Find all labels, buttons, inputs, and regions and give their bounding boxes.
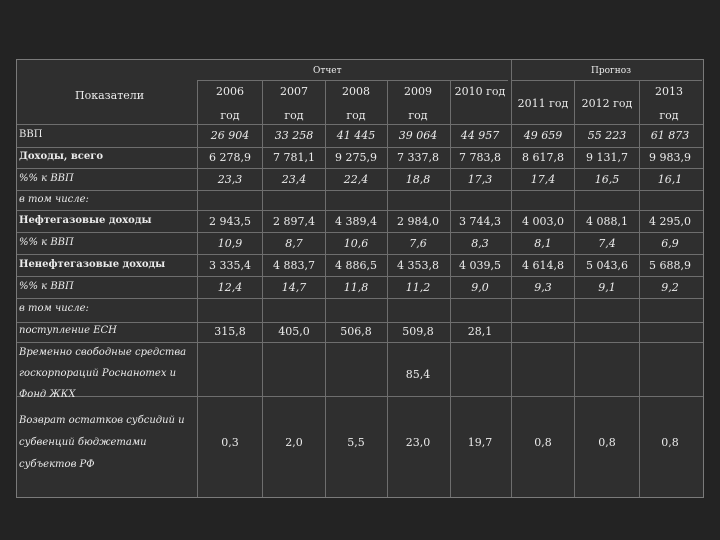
- table-cell: 5,5: [347, 436, 365, 449]
- table-cell: 9,3: [534, 281, 552, 294]
- table-cell: 9 983,9: [649, 151, 691, 164]
- table-cell: 4 039,5: [459, 259, 501, 272]
- year-header-top: 2012 год: [581, 97, 633, 110]
- row-label-line: Возврат остатков субсидий и: [19, 415, 185, 426]
- table-cell: 3 744,3: [459, 215, 501, 228]
- table-cell: 5 043,6: [586, 259, 628, 272]
- row-label: в том числе:: [19, 303, 89, 314]
- table-cell: 0,8: [598, 436, 616, 449]
- table-cell: 9,1: [598, 281, 616, 294]
- year-header-bottom: год: [284, 109, 304, 122]
- table-cell: 315,8: [214, 325, 246, 338]
- group-forecast-header: Прогноз: [591, 66, 632, 76]
- table-cell: 49 659: [523, 129, 563, 142]
- table-cell: 0,8: [534, 436, 552, 449]
- year-header-bottom: год: [659, 109, 679, 122]
- table-cell: 19,7: [467, 436, 493, 449]
- table-cell: 509,8: [402, 325, 434, 338]
- table-cell: 11,2: [405, 281, 431, 294]
- budget-table: [16, 59, 704, 498]
- row-label-line: госкорпораций Роснанотех и: [19, 368, 177, 379]
- table-cell: 10,6: [343, 237, 369, 250]
- table-cell: 12,4: [217, 281, 243, 294]
- year-header-bottom: год: [346, 109, 366, 122]
- year-header-bottom: год: [408, 109, 428, 122]
- table-cell: 7 337,8: [397, 151, 439, 164]
- row-label: поступление ЕСН: [19, 325, 117, 336]
- row-label-line: Фонд ЖКХ: [19, 389, 76, 400]
- row-label: Ненефтегазовые доходы: [19, 259, 166, 270]
- table-cell: 39 064: [398, 129, 438, 142]
- row-label: %% к ВВП: [19, 237, 74, 248]
- table-cell: 405,0: [278, 325, 310, 338]
- table-cell: 61 873: [650, 129, 690, 142]
- table-cell: 2 984,0: [397, 215, 439, 228]
- year-header-top: 2013: [655, 85, 683, 98]
- row-label: %% к ВВП: [19, 281, 74, 292]
- year-header-bottom: год: [220, 109, 240, 122]
- table-cell: 8,3: [471, 237, 489, 250]
- table-cell: 44 957: [460, 129, 500, 142]
- table-cell: 26 904: [210, 129, 250, 142]
- table-cell: 4 883,7: [273, 259, 315, 272]
- indicator-column-header: Показатели: [75, 89, 145, 102]
- row-label-line: Временно свободные средства: [19, 347, 187, 358]
- table-cell: 23,4: [281, 173, 307, 186]
- year-header-top: 2008: [342, 85, 370, 98]
- table-cell: 28,1: [467, 325, 493, 338]
- table-cell: 506,8: [340, 325, 372, 338]
- table-cell: 6 278,9: [209, 151, 251, 164]
- table-cell: 23,0: [405, 436, 431, 449]
- row-label-line: субвенций бюджетами: [19, 437, 147, 448]
- table-cell: 9,0: [471, 281, 489, 294]
- table-cell: 4 886,5: [335, 259, 377, 272]
- table-cell: 4 614,8: [522, 259, 564, 272]
- row-label: %% к ВВП: [19, 173, 74, 184]
- table-cell: 5 688,9: [649, 259, 691, 272]
- table-cell: 9 275,9: [335, 151, 377, 164]
- table-cell: 11,8: [343, 281, 369, 294]
- table-cell: 18,8: [405, 173, 431, 186]
- table-cell: 16,5: [594, 173, 620, 186]
- row-label: ВВП: [19, 129, 43, 140]
- table-cell: 0,3: [221, 436, 239, 449]
- row-label: в том числе:: [19, 194, 89, 205]
- table-cell: 8 617,8: [522, 151, 564, 164]
- table-cell: 8,7: [285, 237, 303, 250]
- table-cell: 2 897,4: [273, 215, 315, 228]
- year-header-top: 2007: [280, 85, 308, 98]
- table-cell: 17,3: [467, 173, 493, 186]
- year-header-top: 2006: [216, 85, 244, 98]
- table-cell: 9 131,7: [586, 151, 628, 164]
- table-cell: 0,8: [661, 436, 679, 449]
- row-label-line: субъектов РФ: [19, 459, 95, 470]
- row-label: Доходы, всего: [19, 151, 104, 162]
- table-cell: 4 353,8: [397, 259, 439, 272]
- year-header-top: 2010 год: [454, 85, 506, 98]
- table-cell: 8,1: [534, 237, 552, 250]
- table-cell: 2,0: [285, 436, 303, 449]
- table-cell: 4 088,1: [586, 215, 628, 228]
- year-header-top: 2009: [404, 85, 432, 98]
- table-cell: 55 223: [587, 129, 627, 142]
- table-cell: 17,4: [530, 173, 556, 186]
- table-cell: 4 003,0: [522, 215, 564, 228]
- table-cell: 41 445: [336, 129, 376, 142]
- table-cell: 6,9: [661, 237, 679, 250]
- table-cell: 7,6: [409, 237, 427, 250]
- table-cell: 22,4: [343, 173, 369, 186]
- table-cell: 9,2: [661, 281, 679, 294]
- table-cell: 7,4: [598, 237, 616, 250]
- table-cell: 85,4: [405, 368, 431, 381]
- table-cell: 4 389,4: [335, 215, 377, 228]
- table-cell: 3 335,4: [209, 259, 251, 272]
- table-cell: 7 781,1: [273, 151, 315, 164]
- table-cell: 14,7: [281, 281, 307, 294]
- table-cell: 7 783,8: [459, 151, 501, 164]
- table-cell: 33 258: [274, 129, 314, 142]
- group-report-header: Отчет: [313, 66, 342, 76]
- table-cell: 16,1: [657, 173, 683, 186]
- table-cell: 4 295,0: [649, 215, 691, 228]
- table-cell: 2 943,5: [209, 215, 251, 228]
- year-header-top: 2011 год: [517, 97, 569, 110]
- row-label: Нефтегазовые доходы: [19, 215, 152, 226]
- table-cell: 10,9: [217, 237, 243, 250]
- table-cell: 23,3: [217, 173, 243, 186]
